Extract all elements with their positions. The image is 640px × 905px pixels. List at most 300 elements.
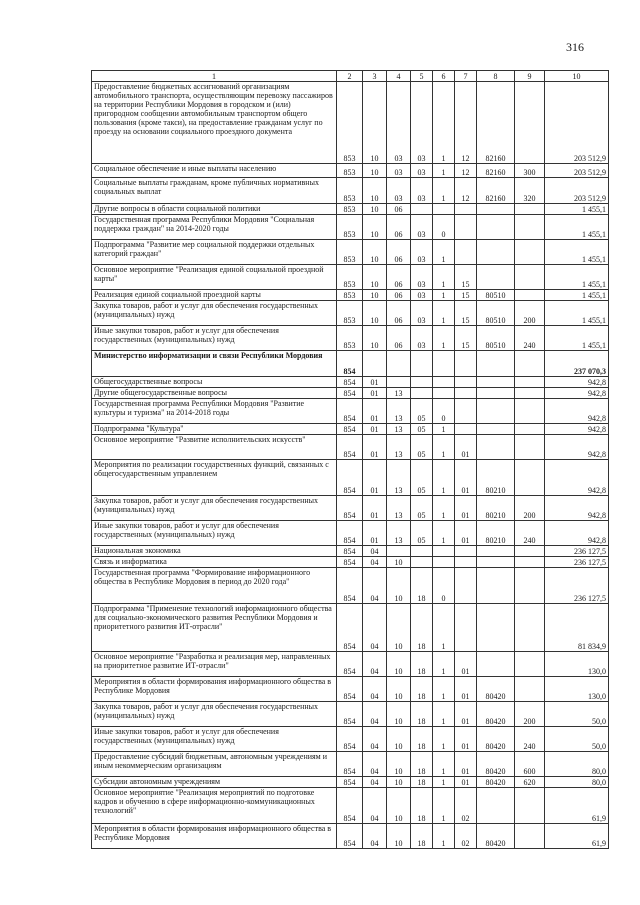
row-cell-c7 xyxy=(455,557,477,568)
row-cell-c5 xyxy=(411,557,433,568)
row-cell-c9: 240 xyxy=(515,727,545,752)
table-row xyxy=(92,265,609,290)
row-cell-c6 xyxy=(433,557,455,568)
row-cell-c6: 1 xyxy=(433,240,455,265)
table-row xyxy=(92,568,609,604)
row-cell-c5: 18 xyxy=(411,824,433,849)
row-cell-c4: 10 xyxy=(387,604,411,652)
row-cell-c5: 18 xyxy=(411,788,433,824)
row-cell-c2: 854 xyxy=(337,604,363,652)
row-cell-c3: 10 xyxy=(363,178,387,204)
row-cell-c6 xyxy=(433,351,455,377)
row-cell-c9 xyxy=(515,377,545,388)
row-cell-c7 xyxy=(455,399,477,424)
row-cell-c4: 06 xyxy=(387,240,411,265)
row-cell-c7 xyxy=(455,377,477,388)
row-cell-c8 xyxy=(477,265,515,290)
row-cell-c8: 80420 xyxy=(477,702,515,727)
row-cell-c6: 1 xyxy=(433,301,455,326)
row-cell-c7: 01 xyxy=(455,652,477,677)
row-cell-c3: 01 xyxy=(363,399,387,424)
row-name-cell: Закупка товаров, работ и услуг для обеспечения государственных (муниципальных) нужд xyxy=(92,496,337,521)
row-cell-c9 xyxy=(515,265,545,290)
row-cell-c9: 320 xyxy=(515,178,545,204)
row-cell-c10: 80,0 xyxy=(545,752,609,777)
table-row xyxy=(92,702,609,727)
row-cell-c8: 80210 xyxy=(477,496,515,521)
row-cell-c2: 854 xyxy=(337,546,363,557)
row-cell-c5: 18 xyxy=(411,702,433,727)
row-cell-c3: 01 xyxy=(363,377,387,388)
row-cell-c3: 04 xyxy=(363,788,387,824)
row-cell-c10: 942,8 xyxy=(545,496,609,521)
row-cell-c9 xyxy=(515,677,545,702)
table-row xyxy=(92,215,609,240)
row-cell-c8 xyxy=(477,377,515,388)
row-cell-c10: 1 455,1 xyxy=(545,326,609,351)
row-cell-c5: 03 xyxy=(411,301,433,326)
row-cell-c2: 854 xyxy=(337,435,363,460)
column-header-2: 2 xyxy=(337,71,363,82)
row-cell-c5: 05 xyxy=(411,496,433,521)
row-cell-c5: 03 xyxy=(411,290,433,301)
row-cell-c6: 1 xyxy=(433,777,455,788)
row-cell-c3: 04 xyxy=(363,824,387,849)
row-cell-c3: 01 xyxy=(363,435,387,460)
row-cell-c6: 1 xyxy=(433,824,455,849)
row-cell-c9 xyxy=(515,388,545,399)
row-cell-c4: 10 xyxy=(387,788,411,824)
row-cell-c4: 10 xyxy=(387,652,411,677)
table-row xyxy=(92,388,609,399)
row-cell-c6: 1 xyxy=(433,460,455,496)
row-cell-c9 xyxy=(515,240,545,265)
row-cell-c8 xyxy=(477,568,515,604)
row-cell-c8: 80420 xyxy=(477,777,515,788)
row-cell-c4: 13 xyxy=(387,460,411,496)
row-cell-c9 xyxy=(515,568,545,604)
table-row xyxy=(92,521,609,546)
row-cell-c7: 15 xyxy=(455,301,477,326)
row-cell-c3: 01 xyxy=(363,424,387,435)
row-cell-c2: 854 xyxy=(337,677,363,702)
row-name-cell: Другие общегосударственные вопросы xyxy=(92,388,337,399)
table-row xyxy=(92,178,609,204)
row-cell-c9: 240 xyxy=(515,521,545,546)
column-header-7: 7 xyxy=(455,71,477,82)
row-cell-c5 xyxy=(411,204,433,215)
row-cell-c2: 853 xyxy=(337,204,363,215)
row-cell-c4: 03 xyxy=(387,178,411,204)
row-name-cell: Иные закупки товаров, работ и услуг для обеспечения государственных (муниципальных) нужд xyxy=(92,326,337,351)
row-cell-c6: 0 xyxy=(433,399,455,424)
row-cell-c9 xyxy=(515,546,545,557)
row-cell-c2: 854 xyxy=(337,521,363,546)
row-cell-c6: 1 xyxy=(433,727,455,752)
row-cell-c2: 854 xyxy=(337,377,363,388)
table-row xyxy=(92,777,609,788)
row-cell-c8 xyxy=(477,652,515,677)
row-cell-c10: 942,8 xyxy=(545,388,609,399)
row-cell-c2: 854 xyxy=(337,788,363,824)
row-cell-c2: 853 xyxy=(337,326,363,351)
row-cell-c6: 1 xyxy=(433,164,455,178)
row-cell-c6: 1 xyxy=(433,82,455,164)
row-cell-c3: 04 xyxy=(363,546,387,557)
row-cell-c8 xyxy=(477,435,515,460)
row-cell-c9 xyxy=(515,215,545,240)
column-header-8: 8 xyxy=(477,71,515,82)
row-cell-c7: 01 xyxy=(455,496,477,521)
row-cell-c6 xyxy=(433,546,455,557)
table-row xyxy=(92,824,609,849)
row-cell-c5: 03 xyxy=(411,178,433,204)
row-cell-c6: 1 xyxy=(433,752,455,777)
row-name-cell: Общегосударственные вопросы xyxy=(92,377,337,388)
row-cell-c7: 01 xyxy=(455,777,477,788)
row-cell-c7: 01 xyxy=(455,702,477,727)
row-cell-c9 xyxy=(515,82,545,164)
row-cell-c9 xyxy=(515,652,545,677)
table-row xyxy=(92,727,609,752)
row-cell-c4: 10 xyxy=(387,557,411,568)
row-cell-c8 xyxy=(477,351,515,377)
row-cell-c8: 82160 xyxy=(477,82,515,164)
row-cell-c8: 80420 xyxy=(477,677,515,702)
row-name-cell: Основное мероприятие "Разработка и реализация мер, направленных на приоритетное развитие ИТ-отрасли" xyxy=(92,652,337,677)
table-row xyxy=(92,290,609,301)
row-cell-c10: 942,8 xyxy=(545,460,609,496)
row-cell-c8 xyxy=(477,557,515,568)
row-cell-c5: 18 xyxy=(411,727,433,752)
table-row xyxy=(92,164,609,178)
row-cell-c9 xyxy=(515,435,545,460)
row-cell-c7: 01 xyxy=(455,435,477,460)
row-cell-c9 xyxy=(515,557,545,568)
row-cell-c3: 10 xyxy=(363,301,387,326)
row-cell-c4: 03 xyxy=(387,82,411,164)
row-cell-c6: 1 xyxy=(433,677,455,702)
row-cell-c10: 236 127,5 xyxy=(545,557,609,568)
row-name-cell: Иные закупки товаров, работ и услуг для обеспечения государственных (муниципальных) нужд xyxy=(92,521,337,546)
row-cell-c4: 06 xyxy=(387,326,411,351)
row-name-cell: Мероприятия по реализации государственных функций, связанных с общегосударственным управлением xyxy=(92,460,337,496)
row-cell-c2: 854 xyxy=(337,557,363,568)
budget-table xyxy=(91,70,609,849)
row-cell-c6: 1 xyxy=(433,178,455,204)
row-cell-c3: 10 xyxy=(363,265,387,290)
row-cell-c8: 80510 xyxy=(477,301,515,326)
row-cell-c7: 01 xyxy=(455,521,477,546)
row-cell-c3: 10 xyxy=(363,290,387,301)
row-cell-c10: 80,0 xyxy=(545,777,609,788)
row-cell-c9 xyxy=(515,424,545,435)
page-number: 316 xyxy=(566,40,584,54)
row-cell-c10: 203 512,9 xyxy=(545,82,609,164)
row-cell-c4: 06 xyxy=(387,301,411,326)
table-row xyxy=(92,351,609,377)
row-cell-c5: 18 xyxy=(411,777,433,788)
row-cell-c7: 01 xyxy=(455,677,477,702)
row-cell-c10: 942,8 xyxy=(545,377,609,388)
column-header-5: 5 xyxy=(411,71,433,82)
row-cell-c2: 854 xyxy=(337,727,363,752)
row-cell-c6: 1 xyxy=(433,652,455,677)
row-cell-c7: 15 xyxy=(455,290,477,301)
row-cell-c3: 10 xyxy=(363,240,387,265)
row-cell-c10: 81 834,9 xyxy=(545,604,609,652)
row-cell-c2: 854 xyxy=(337,568,363,604)
row-cell-c2: 854 xyxy=(337,652,363,677)
row-cell-c10: 61,9 xyxy=(545,824,609,849)
row-cell-c10: 50,0 xyxy=(545,702,609,727)
row-cell-c5 xyxy=(411,377,433,388)
row-cell-c3: 10 xyxy=(363,215,387,240)
table-row xyxy=(92,204,609,215)
row-cell-c7: 12 xyxy=(455,164,477,178)
row-cell-c10: 237 070,3 xyxy=(545,351,609,377)
column-header-3: 3 xyxy=(363,71,387,82)
row-name-cell: Иные закупки товаров, работ и услуг для обеспечения государственных (муниципальных) нужд xyxy=(92,727,337,752)
table-row xyxy=(92,240,609,265)
row-cell-c8 xyxy=(477,788,515,824)
row-cell-c3: 10 xyxy=(363,82,387,164)
row-cell-c2: 854 xyxy=(337,424,363,435)
row-cell-c10: 942,8 xyxy=(545,435,609,460)
row-cell-c5: 03 xyxy=(411,215,433,240)
row-cell-c8: 80210 xyxy=(477,521,515,546)
row-cell-c3: 01 xyxy=(363,496,387,521)
row-cell-c6: 0 xyxy=(433,215,455,240)
row-cell-c10: 942,8 xyxy=(545,399,609,424)
row-cell-c5 xyxy=(411,388,433,399)
row-cell-c10: 203 512,9 xyxy=(545,178,609,204)
row-name-cell: Подпрограмма "Применение технологий информационного общества для социально-экономического развития Республики Мордовия и приоритетного развития ИТ-отрасли" xyxy=(92,604,337,652)
row-cell-c3 xyxy=(363,351,387,377)
table-row xyxy=(92,652,609,677)
row-cell-c3: 04 xyxy=(363,557,387,568)
row-cell-c7: 01 xyxy=(455,752,477,777)
row-cell-c7 xyxy=(455,215,477,240)
row-cell-c5 xyxy=(411,546,433,557)
row-cell-c6: 1 xyxy=(433,702,455,727)
row-cell-c5: 03 xyxy=(411,82,433,164)
row-cell-c8: 82160 xyxy=(477,178,515,204)
row-cell-c4: 06 xyxy=(387,204,411,215)
row-cell-c5 xyxy=(411,351,433,377)
row-cell-c7 xyxy=(455,388,477,399)
row-cell-c10: 1 455,1 xyxy=(545,215,609,240)
row-cell-c5: 18 xyxy=(411,652,433,677)
row-cell-c8: 80510 xyxy=(477,290,515,301)
row-cell-c6: 1 xyxy=(433,326,455,351)
row-cell-c6 xyxy=(433,204,455,215)
row-cell-c7: 01 xyxy=(455,727,477,752)
row-cell-c5: 05 xyxy=(411,460,433,496)
table-row xyxy=(92,788,609,824)
row-cell-c2: 853 xyxy=(337,82,363,164)
row-name-cell: Подпрограмма "Культура" xyxy=(92,424,337,435)
table-row xyxy=(92,752,609,777)
row-cell-c6 xyxy=(433,377,455,388)
row-cell-c2: 854 xyxy=(337,752,363,777)
table-row xyxy=(92,546,609,557)
row-cell-c7: 15 xyxy=(455,326,477,351)
row-cell-c4: 06 xyxy=(387,265,411,290)
row-cell-c8: 80420 xyxy=(477,727,515,752)
column-header-4: 4 xyxy=(387,71,411,82)
row-cell-c7 xyxy=(455,204,477,215)
table-row xyxy=(92,557,609,568)
row-cell-c10: 1 455,1 xyxy=(545,290,609,301)
row-name-cell: Социальное обеспечение и иные выплаты населению xyxy=(92,164,337,178)
row-name-cell: Государственная программа Республики Мордовия "Развитие культуры и туризма" на 2014-2018 годы xyxy=(92,399,337,424)
row-name-cell: Закупка товаров, работ и услуг для обеспечения государственных (муниципальных) нужд xyxy=(92,702,337,727)
row-cell-c5: 18 xyxy=(411,568,433,604)
row-cell-c9: 620 xyxy=(515,777,545,788)
row-cell-c9: 200 xyxy=(515,702,545,727)
row-cell-c3: 01 xyxy=(363,521,387,546)
row-cell-c7 xyxy=(455,546,477,557)
row-cell-c6 xyxy=(433,388,455,399)
row-name-cell: Реализация единой социальной проездной карты xyxy=(92,290,337,301)
row-cell-c6: 1 xyxy=(433,435,455,460)
row-cell-c6: 1 xyxy=(433,521,455,546)
table-row xyxy=(92,677,609,702)
table-body xyxy=(92,82,609,849)
row-cell-c6: 1 xyxy=(433,290,455,301)
row-cell-c9 xyxy=(515,204,545,215)
row-cell-c6: 1 xyxy=(433,424,455,435)
row-cell-c7 xyxy=(455,424,477,435)
row-cell-c7: 02 xyxy=(455,824,477,849)
row-cell-c10: 203 512,9 xyxy=(545,164,609,178)
row-cell-c4 xyxy=(387,377,411,388)
row-cell-c9 xyxy=(515,290,545,301)
row-cell-c8: 80210 xyxy=(477,460,515,496)
row-cell-c8: 80420 xyxy=(477,752,515,777)
table-row xyxy=(92,496,609,521)
row-cell-c2: 854 xyxy=(337,496,363,521)
table-row xyxy=(92,301,609,326)
row-cell-c2: 853 xyxy=(337,164,363,178)
row-name-cell: Связь и информатика xyxy=(92,557,337,568)
row-cell-c4: 10 xyxy=(387,777,411,788)
row-cell-c3: 04 xyxy=(363,702,387,727)
row-cell-c2: 854 xyxy=(337,460,363,496)
row-cell-c7: 12 xyxy=(455,178,477,204)
row-cell-c4: 06 xyxy=(387,290,411,301)
row-cell-c2: 853 xyxy=(337,215,363,240)
row-cell-c2: 853 xyxy=(337,301,363,326)
row-cell-c5: 18 xyxy=(411,752,433,777)
row-cell-c8 xyxy=(477,215,515,240)
table-row xyxy=(92,82,609,164)
row-cell-c3: 04 xyxy=(363,777,387,788)
row-name-cell: Мероприятия в области формирования информационного общества в Республике Мордовия xyxy=(92,677,337,702)
row-cell-c8 xyxy=(477,399,515,424)
row-cell-c10: 1 455,1 xyxy=(545,204,609,215)
row-cell-c10: 130,0 xyxy=(545,652,609,677)
row-cell-c10: 236 127,5 xyxy=(545,546,609,557)
row-cell-c5: 03 xyxy=(411,265,433,290)
row-cell-c5: 05 xyxy=(411,435,433,460)
row-cell-c4: 13 xyxy=(387,388,411,399)
table-row xyxy=(92,399,609,424)
column-header-6: 6 xyxy=(433,71,455,82)
row-cell-c4: 10 xyxy=(387,568,411,604)
row-name-cell: Предоставление субсидий бюджетным, автономным учреждениям и иным некоммерческим организациям xyxy=(92,752,337,777)
row-cell-c9 xyxy=(515,824,545,849)
row-cell-c2: 853 xyxy=(337,265,363,290)
row-cell-c4 xyxy=(387,546,411,557)
row-cell-c6: 1 xyxy=(433,788,455,824)
row-cell-c7 xyxy=(455,568,477,604)
row-name-cell: Мероприятия в области формирования информационного общества в Республике Мордовия xyxy=(92,824,337,849)
row-name-cell: Основное мероприятие "Реализация единой социальной проездной карты" xyxy=(92,265,337,290)
row-cell-c2: 854 xyxy=(337,777,363,788)
row-cell-c6: 0 xyxy=(433,568,455,604)
row-cell-c7 xyxy=(455,240,477,265)
row-cell-c2: 854 xyxy=(337,388,363,399)
row-cell-c8 xyxy=(477,604,515,652)
row-name-cell: Закупка товаров, работ и услуг для обеспечения государственных (муниципальных) нужд xyxy=(92,301,337,326)
table-row xyxy=(92,377,609,388)
table-row xyxy=(92,435,609,460)
row-cell-c3: 04 xyxy=(363,727,387,752)
row-cell-c4: 13 xyxy=(387,521,411,546)
row-cell-c9 xyxy=(515,399,545,424)
row-cell-c3: 04 xyxy=(363,604,387,652)
row-cell-c4: 13 xyxy=(387,424,411,435)
row-cell-c3: 10 xyxy=(363,326,387,351)
row-cell-c7 xyxy=(455,604,477,652)
row-cell-c8 xyxy=(477,546,515,557)
row-cell-c8: 80420 xyxy=(477,824,515,849)
row-cell-c5: 05 xyxy=(411,399,433,424)
row-name-cell: Предоставление бюджетных ассигнований организациям автомобильного транспорта, осуществляющим перевозку пассажиров на территории Республики Мордовия в городском и (или) пригородном сообщении автомобильным транспортом общего пользования (кроме такси), на предоставление гражданам услуг по проезду на основании социального проездного документа xyxy=(92,82,337,164)
row-cell-c8 xyxy=(477,240,515,265)
row-name-cell: Государственная программа "Формирование информационного общества в Республике Мордовия в период до 2020 года" xyxy=(92,568,337,604)
row-cell-c10: 942,8 xyxy=(545,424,609,435)
column-header-1: 1 xyxy=(92,71,337,82)
row-cell-c2: 854 xyxy=(337,399,363,424)
row-cell-c9: 200 xyxy=(515,301,545,326)
row-name-cell: Министерство информатизации и связи Республики Мордовия xyxy=(92,351,337,377)
row-cell-c10: 236 127,5 xyxy=(545,568,609,604)
row-cell-c4: 13 xyxy=(387,435,411,460)
row-cell-c4: 10 xyxy=(387,752,411,777)
row-cell-c10: 61,9 xyxy=(545,788,609,824)
row-cell-c6: 1 xyxy=(433,604,455,652)
row-cell-c9 xyxy=(515,351,545,377)
row-cell-c10: 1 455,1 xyxy=(545,301,609,326)
row-cell-c3: 10 xyxy=(363,164,387,178)
row-cell-c8 xyxy=(477,204,515,215)
row-cell-c5: 18 xyxy=(411,604,433,652)
row-cell-c7: 02 xyxy=(455,788,477,824)
row-cell-c10: 942,8 xyxy=(545,521,609,546)
row-cell-c3: 04 xyxy=(363,568,387,604)
row-name-cell: Основное мероприятие "Реализация мероприятий по подготовке кадров и обучению в сфере информационно-коммуникационных технологий" xyxy=(92,788,337,824)
row-cell-c7: 15 xyxy=(455,265,477,290)
row-cell-c4: 10 xyxy=(387,677,411,702)
row-cell-c4 xyxy=(387,351,411,377)
row-cell-c3: 01 xyxy=(363,460,387,496)
row-cell-c2: 854 xyxy=(337,702,363,727)
row-cell-c9: 300 xyxy=(515,164,545,178)
column-header-10: 10 xyxy=(545,71,609,82)
